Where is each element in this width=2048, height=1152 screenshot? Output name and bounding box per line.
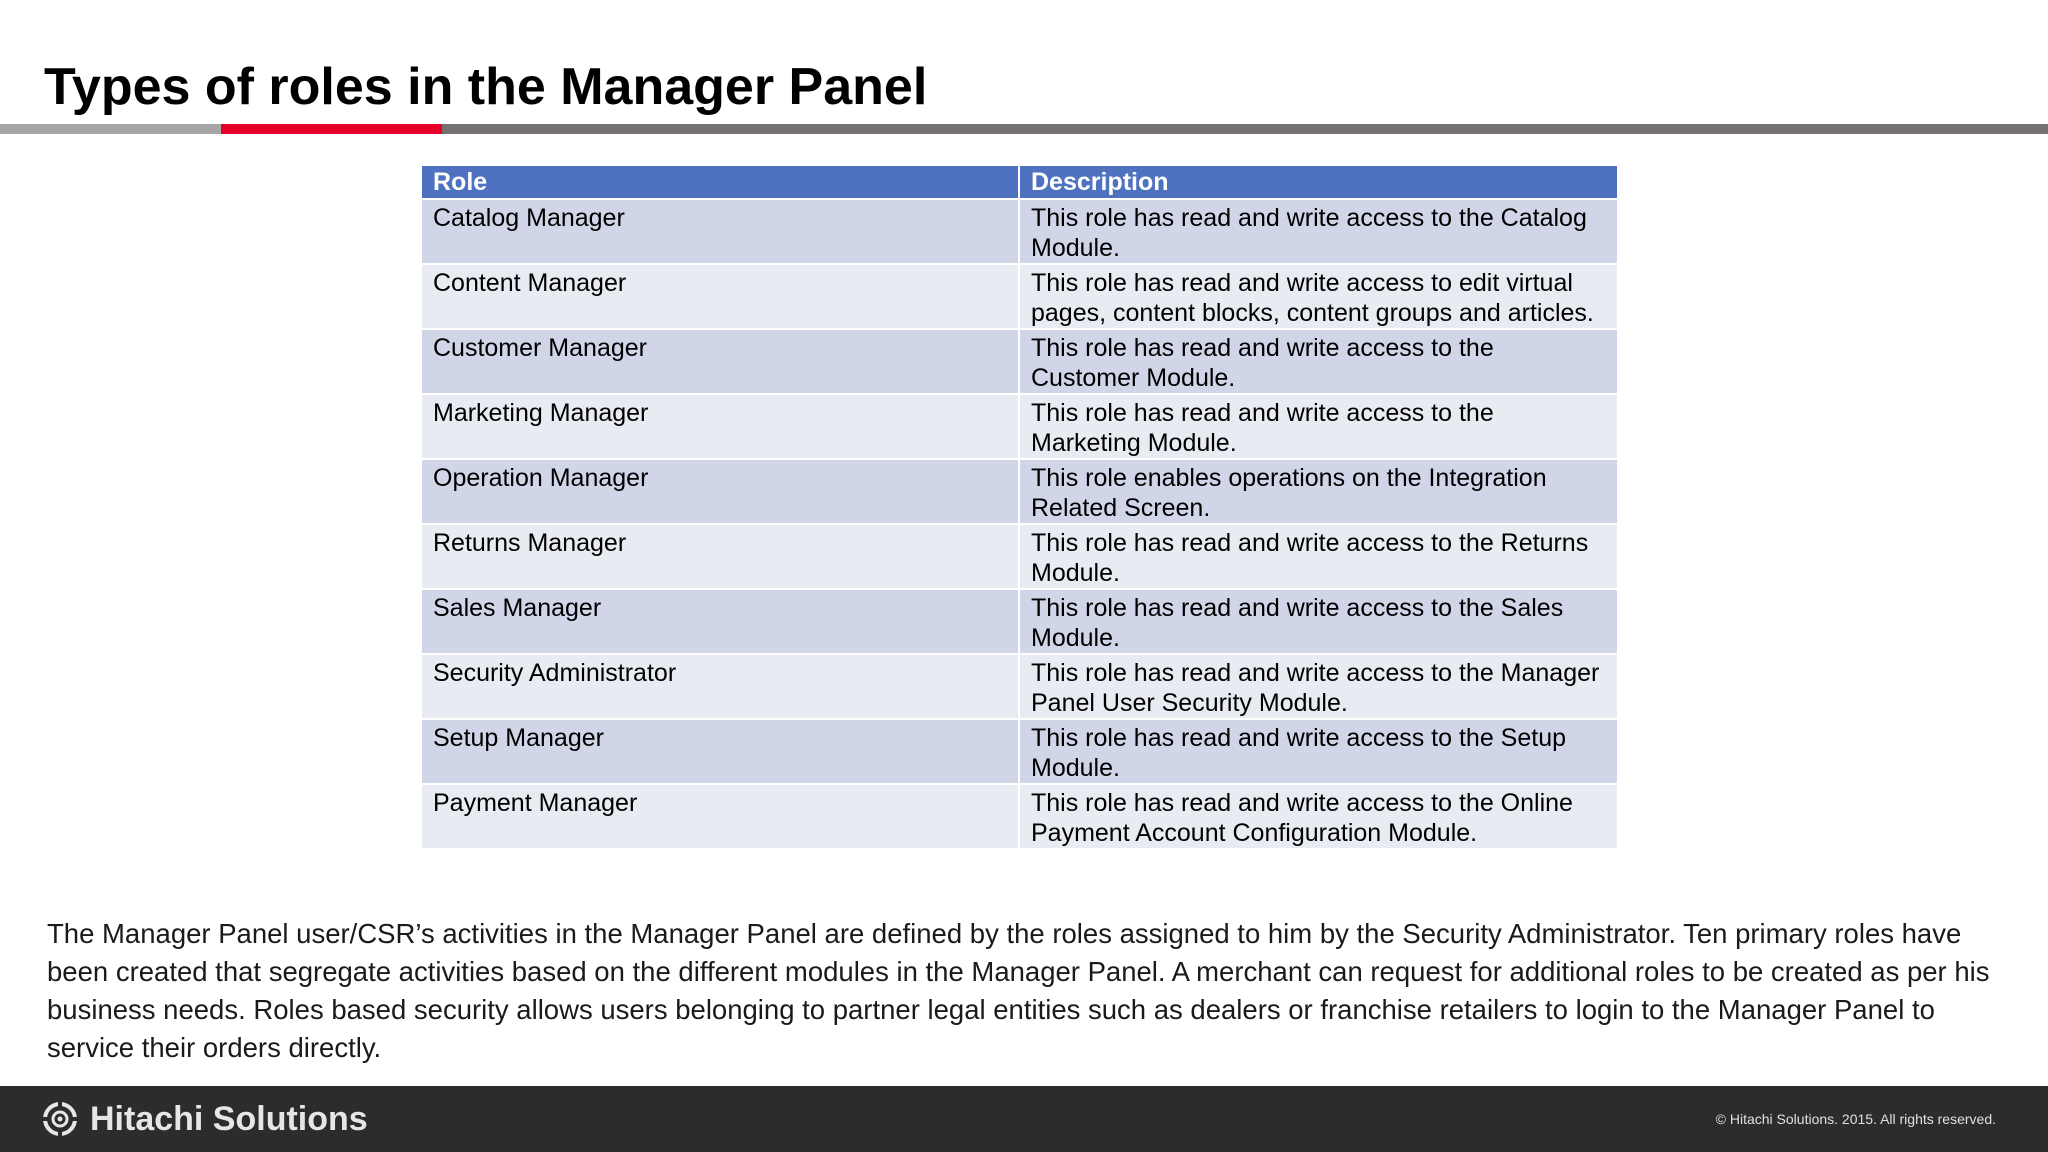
divider-segment-red <box>221 124 442 134</box>
column-header-description: Description <box>1019 165 1618 199</box>
column-header-role: Role <box>421 165 1019 199</box>
copyright-notice: © Hitachi Solutions. 2015. All rights reserved. <box>1715 1111 1996 1127</box>
roles-table <box>420 164 1619 850</box>
description-cell: This role has read and write access to edit virtual pages, content blocks, content groups and articles. <box>1019 264 1618 329</box>
role-cell: Security Administrator <box>421 654 1019 719</box>
table-row <box>421 459 1618 524</box>
table-row <box>421 719 1618 784</box>
table-row <box>421 329 1618 394</box>
table-row <box>421 264 1618 329</box>
description-cell: This role has read and write access to the Catalog Module. <box>1019 199 1618 264</box>
footer-bar <box>0 1086 2048 1152</box>
table-row <box>421 199 1618 264</box>
divider-segment-gray <box>0 124 221 134</box>
divider-segment-dark <box>442 124 2048 134</box>
company-logo <box>42 1100 368 1138</box>
slide-title: Types of roles in the Manager Panel <box>44 58 928 116</box>
description-cell: This role has read and write access to the Returns Module. <box>1019 524 1618 589</box>
title-divider <box>0 124 2048 134</box>
role-cell: Setup Manager <box>421 719 1019 784</box>
role-cell: Sales Manager <box>421 589 1019 654</box>
description-cell: This role has read and write access to the Customer Module. <box>1019 329 1618 394</box>
description-cell: This role has read and write access to the Online Payment Account Configuration Module. <box>1019 784 1618 849</box>
table-row <box>421 394 1618 459</box>
description-cell: This role has read and write access to the Marketing Module. <box>1019 394 1618 459</box>
description-cell: This role has read and write access to the Sales Module. <box>1019 589 1618 654</box>
table-row <box>421 524 1618 589</box>
hitachi-logo-icon <box>42 1101 78 1137</box>
role-cell: Returns Manager <box>421 524 1019 589</box>
role-cell: Customer Manager <box>421 329 1019 394</box>
logo-text: Hitachi Solutions <box>90 1100 368 1138</box>
table-row <box>421 589 1618 654</box>
role-cell: Payment Manager <box>421 784 1019 849</box>
table-row <box>421 784 1618 849</box>
body-paragraph: The Manager Panel user/CSR’s activities in the Manager Panel are defined by the roles assigned to him by the Security Administrator. Ten primary roles have been created that segregate activities based on the different modules in the Manager Panel. A merchant can request for additional roles to be created as per his business needs. Roles based security allows users belonging to partner legal entities such as dealers or franchise retailers to login to the Manager Panel to service their orders directly. <box>47 918 1990 1063</box>
role-cell: Marketing Manager <box>421 394 1019 459</box>
role-cell: Operation Manager <box>421 459 1019 524</box>
description-cell: This role enables operations on the Integration Related Screen. <box>1019 459 1618 524</box>
description-cell: This role has read and write access to the Manager Panel User Security Module. <box>1019 654 1618 719</box>
description-cell: This role has read and write access to the Setup Module. <box>1019 719 1618 784</box>
role-cell: Catalog Manager <box>421 199 1019 264</box>
table-header-row <box>421 165 1618 199</box>
role-cell: Content Manager <box>421 264 1019 329</box>
table-row <box>421 654 1618 719</box>
